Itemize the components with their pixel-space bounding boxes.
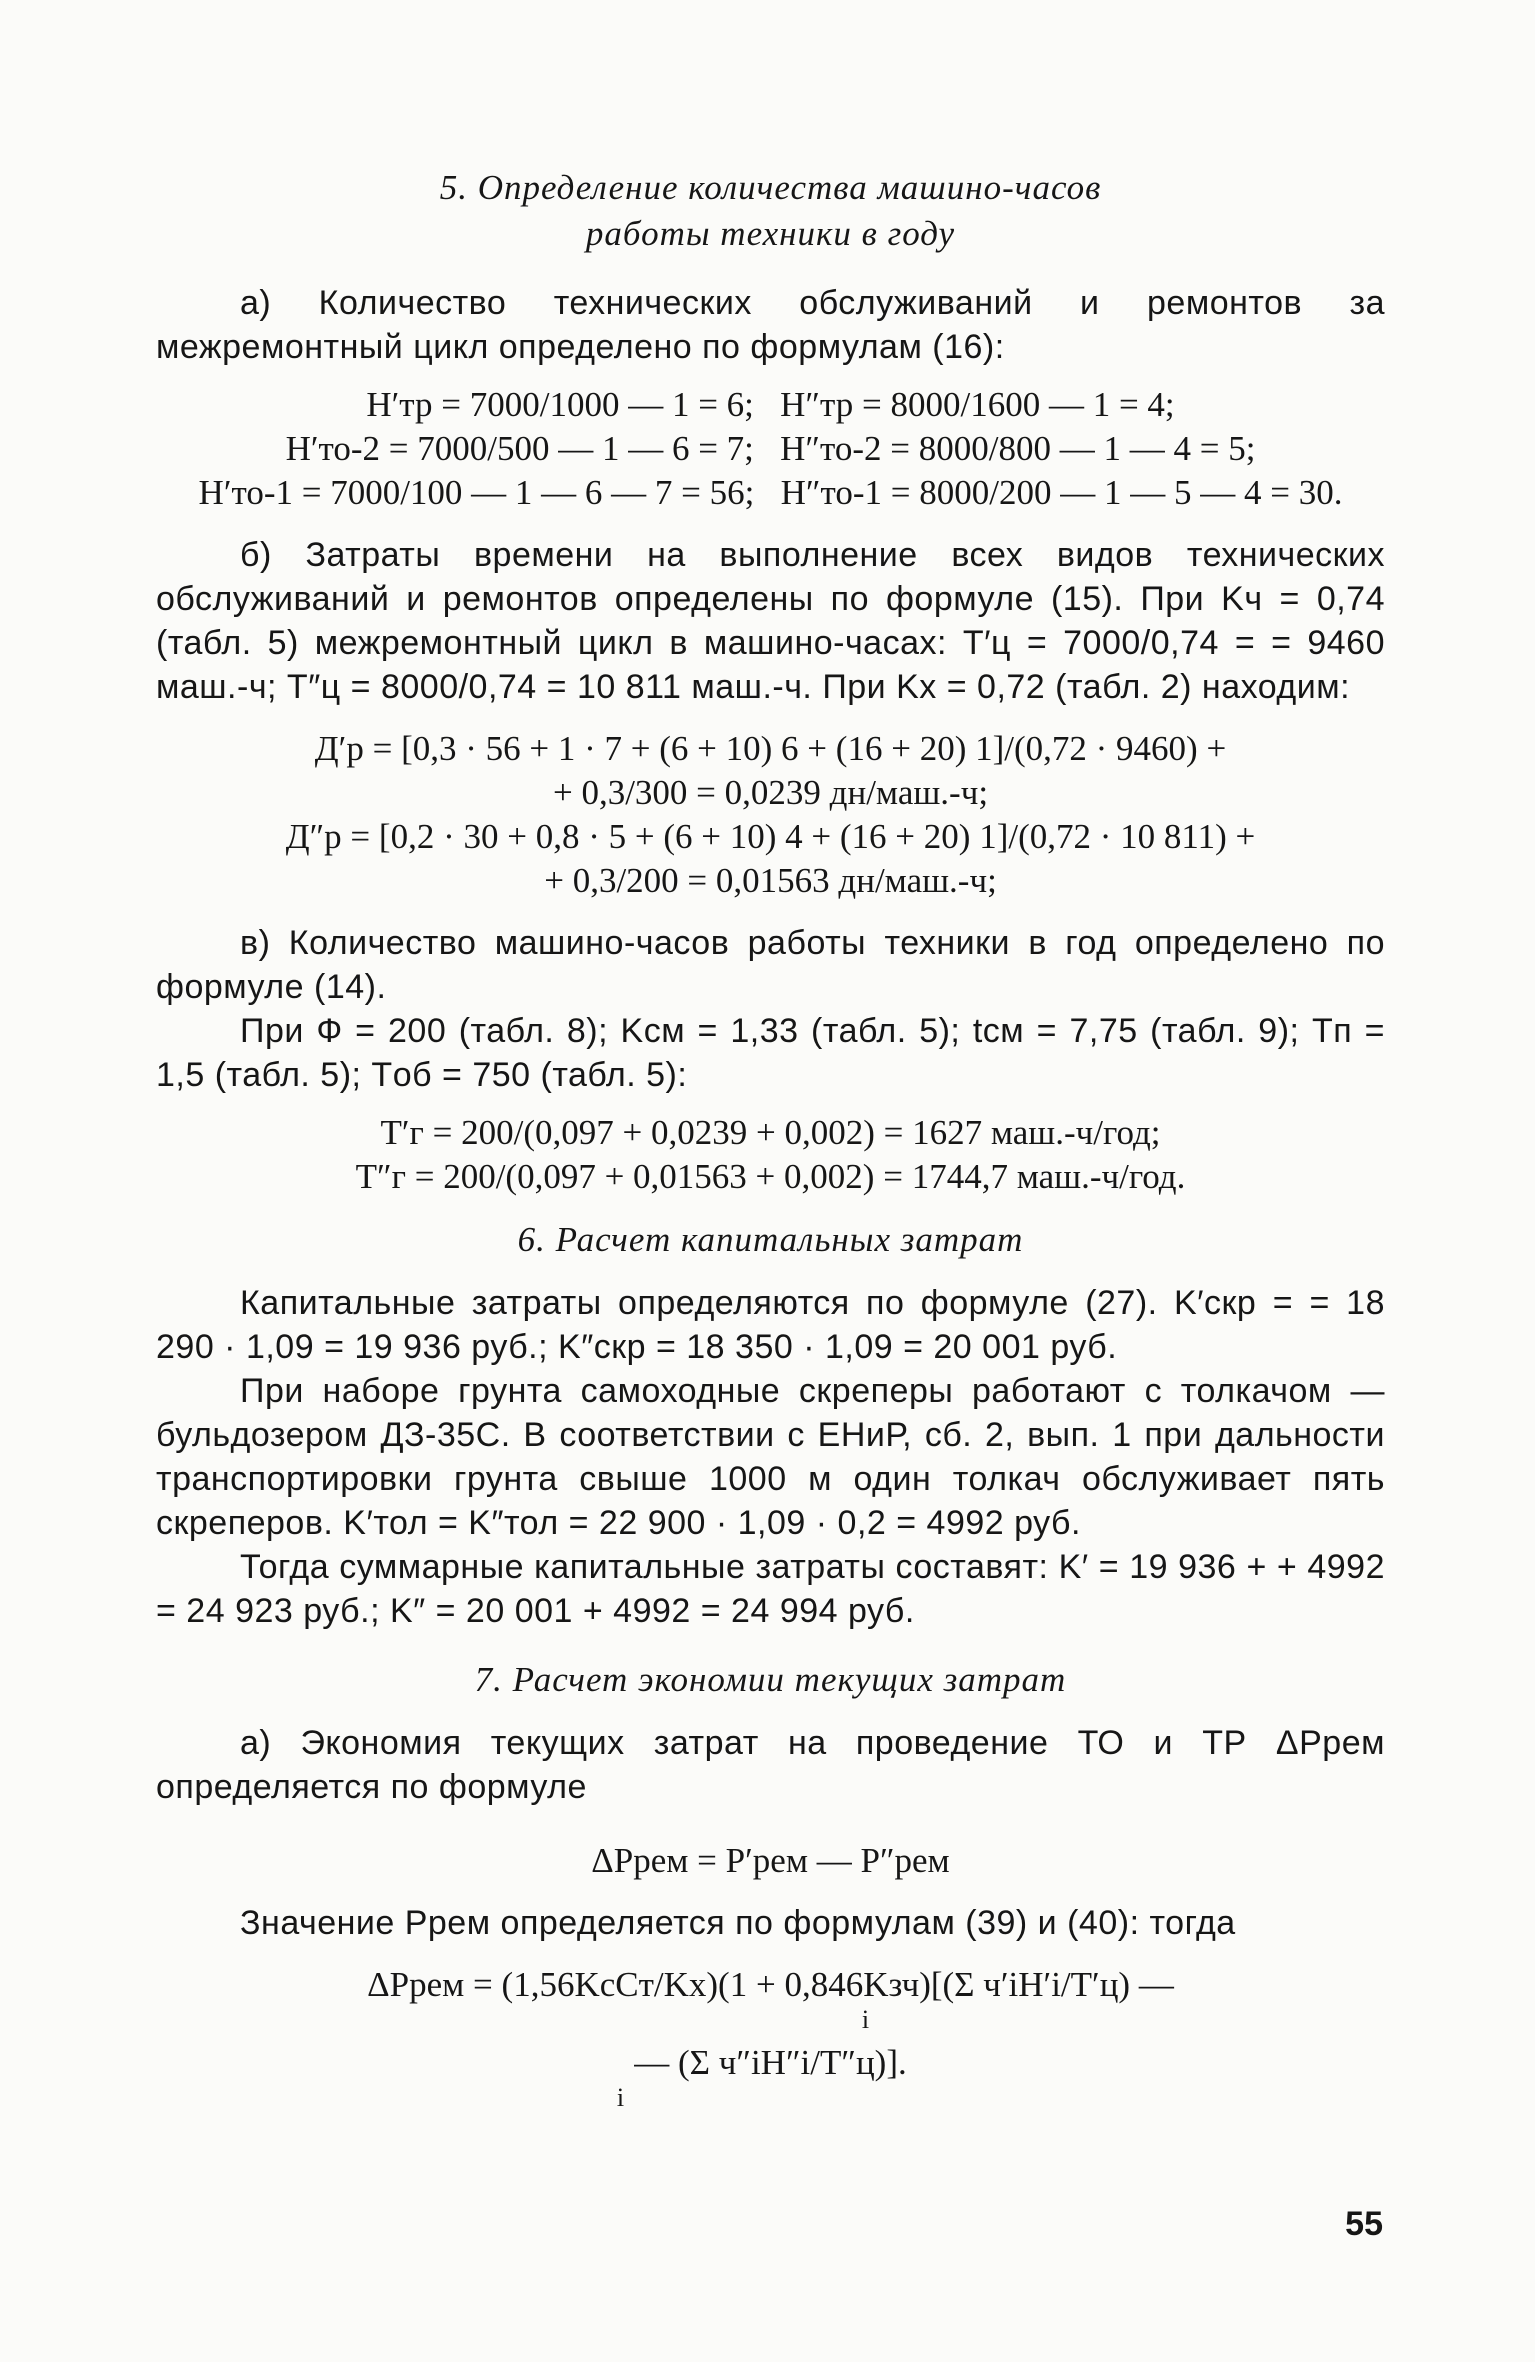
paragraph-5c-values: При Ф = 200 (табл. 8); Kсм = 1,33 (табл. 5); tсм = 7,75 (табл. 9); Tп = 1,5 (табл. 5); Tоб = 750 (табл. 5): — [156, 1012, 1385, 1094]
sum-index-1: i — [861, 2005, 870, 2034]
section-7-title: 7. Расчет экономии текущих затрат — [474, 1660, 1067, 1699]
formula-delta-repair: ΔPрем = P′рем — P″рем — [591, 1841, 950, 1880]
formula-delta-repair-expanded-1: ΔPрем = (1,56KсCт/Kх)(1 + 0,846Kзч)[(Σ ч′iH′i/T′ц) — — [367, 1965, 1174, 2004]
paragraph-6-1: Капитальные затраты определяются по формуле (27). K′скр = = 18 290 · 1,09 = 19 936 руб.; K″скр = 18 350 · 1,09 = 20 001 руб. — [156, 1284, 1385, 1366]
formula-annual-hours-1: T′г = 200/(0,097 + 0,0239 + 0,002) = 1627 маш.-ч/год; — [380, 1113, 1161, 1152]
paragraph-6-2: При наборе грунта самоходные скреперы работают с толкачом — бульдозером ДЗ-35С. В соответствии с ЕНиР, сб. 2, вып. 1 при дальности транспортировки грунта свыше 1000 м один толкач обслуживает пять скреперов. K′тол = K″тол = 22 900 · 1,09 · 0,2 = 4992 руб. — [156, 1372, 1385, 1542]
paragraph-7a: а) Экономия текущих затрат на проведение ТО и ТР ΔPрем определяется по формуле — [156, 1724, 1385, 1806]
formula-downtime-2a: Д″р = [0,2 · 30 + 0,8 · 5 + (6 + 10) 4 + (16 + 20) 1]/(0,72 · 10 811) + — [285, 817, 1256, 856]
section-5-title-line-1: 5. Определение количества машино-часов — [439, 168, 1102, 207]
formula-downtime-1b: + 0,3/300 = 0,0239 дн/маш.-ч; — [552, 773, 989, 812]
paragraph-5b: б) Затраты времени на выполнение всех видов технических обслуживаний и ремонтов определены по формуле (15). При Kч = 0,74 (табл. 5) межремонтный цикл в машино-часах: T′ц = 7000/0,74 = = 9460 маш.-ч; T″ц = 8000/0,74 = 10 811 маш.-ч. При Kх = 0,72 (табл. 2) находим: — [156, 536, 1385, 706]
formula-downtime-2b: + 0,3/200 = 0,01563 дн/маш.-ч; — [544, 861, 997, 900]
formula-delta-repair-expanded-2: — (Σ ч″iH″i/T″ц)]. — [634, 2043, 907, 2082]
formula-to2-count: H′то-2 = 7000/500 — 1 — 6 = 7; H″то-2 = 8000/800 — 1 — 4 = 5; — [285, 429, 1256, 468]
section-6-title: 6. Расчет капитальных затрат — [517, 1220, 1024, 1259]
paragraph-5c: в) Количество машино-часов работы техники в год определено по формуле (14). — [156, 924, 1385, 1006]
formula-annual-hours-2: T″г = 200/(0,097 + 0,01563 + 0,002) = 1744,7 маш.-ч/год. — [355, 1157, 1186, 1196]
paragraph-7-value: Значение Pрем определяется по формулам (39) и (40): тогда — [240, 1904, 1236, 1942]
formula-downtime-1a: Д′р = [0,3 · 56 + 1 · 7 + (6 + 10) 6 + (16 + 20) 1]/(0,72 · 9460) + — [314, 729, 1227, 768]
formula-repair-count: H′тр = 7000/1000 — 1 = 6; H″тр = 8000/1600 — 1 = 4; — [366, 385, 1175, 424]
page-number: 55 — [1345, 2205, 1383, 2243]
paragraph-6-3: Тогда суммарные капитальные затраты составят: K′ = 19 936 + + 4992 = 24 923 руб.; K″ = 20 001 + 4992 = 24 994 руб. — [156, 1548, 1385, 1630]
formula-to1-count: H′то-1 = 7000/100 — 1 — 6 — 7 = 56; H″то-1 = 8000/200 — 1 — 5 — 4 = 30. — [198, 473, 1343, 512]
paragraph-5a: а) Количество технических обслуживаний и ремонтов за межремонтный цикл определено по формулам (16): — [156, 284, 1385, 366]
sum-index-2: i — [616, 2083, 625, 2112]
section-5-title-line-2: работы техники в году — [585, 214, 956, 253]
